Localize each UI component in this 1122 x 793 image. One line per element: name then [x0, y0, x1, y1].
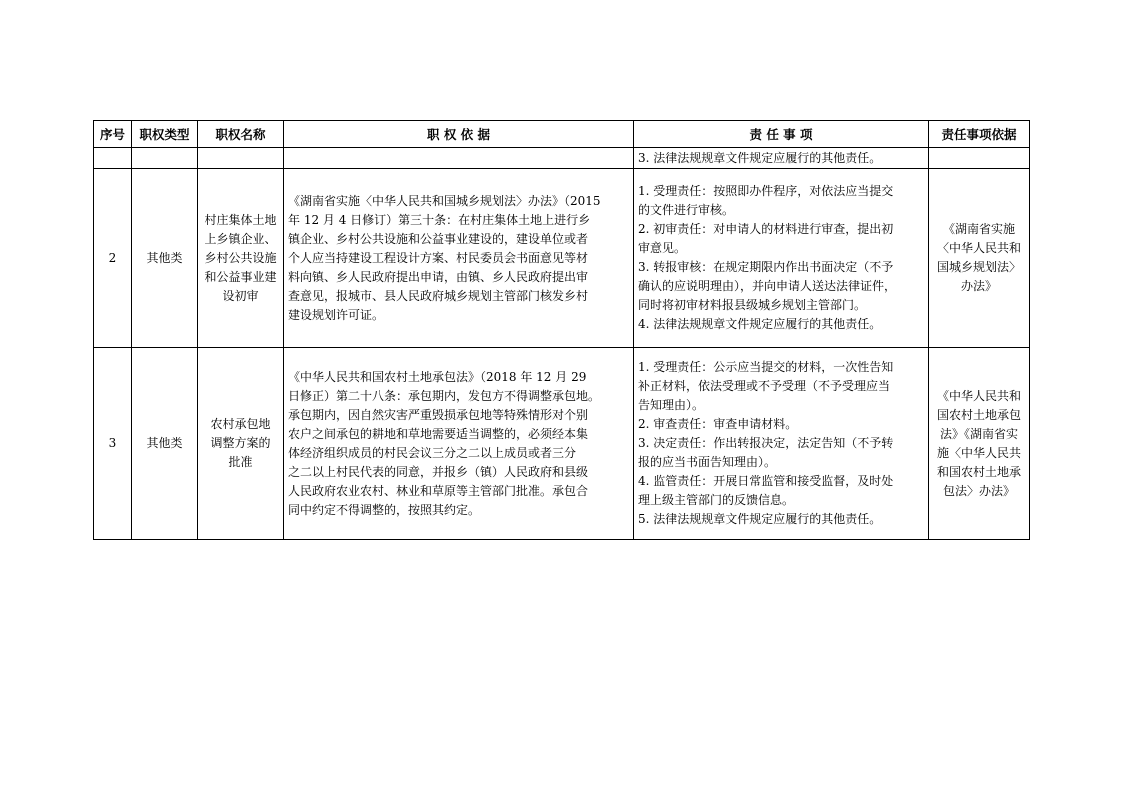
duty-line: 1. 受理责任：按照即办件程序，对依法应当提交 [638, 184, 894, 198]
duty-table [93, 120, 1030, 540]
duty-line: 告知理由）。 [638, 398, 705, 412]
header-basis: 职 权 依 据 [284, 121, 634, 148]
basis-line: 同中约定不得调整的，按照其约定。 [288, 502, 481, 517]
cont-seq-cell [94, 148, 132, 169]
basis-line: 建设规划许可证。 [288, 307, 385, 322]
basis-line: 查意见，报城市、县人民政府城乡规划主管部门核发乡村 [288, 288, 589, 303]
duty-line: 理上级主管部门的反馈信息。 [638, 493, 795, 507]
header-duty: 责 任 事 项 [634, 121, 929, 148]
duty-line: 的文件进行审核。 [638, 203, 735, 217]
cont-basis-cell [284, 148, 634, 169]
header-seq: 序号 [94, 121, 132, 148]
header-row [94, 121, 1030, 148]
cont-duty-basis-cell [929, 148, 1030, 169]
duty-line: 1. 受理责任：公示应当提交的材料，一次性告知 [638, 360, 894, 374]
basis-line: 人民政府农业农村、林业和草原等主管部门批准。承包合 [288, 483, 589, 498]
basis-line: 镇企业、乡村公共设施和公益事业建设的，建设单位或者 [288, 231, 589, 246]
basis-cell [284, 348, 634, 540]
basis-line: 之二以上村民代表的同意，并报乡（镇）人民政府和县级 [288, 464, 589, 479]
duty-cell [634, 348, 929, 540]
basis-line: 料向镇、乡人民政府提出申请，由镇、乡人民政府提出审 [288, 269, 589, 284]
duty-line: 4. 监管责任：开展日常监管和接受监督，及时处 [638, 474, 894, 488]
duty-line: 5. 法律法规规章文件规定应履行的其他责任。 [638, 512, 882, 526]
name-cell: 村庄集体土地上乡镇企业、乡村公共设施和公益事业建设初审 [198, 169, 284, 348]
cont-type-cell [132, 148, 198, 169]
basis-cell [284, 169, 634, 348]
header-type: 职权类型 [132, 121, 198, 148]
duty-line: 3. 转报审核：在规定期限内作出书面决定（不予 [638, 260, 894, 274]
seq-cell: 2 [94, 169, 132, 348]
type-cell: 其他类 [132, 348, 198, 540]
cont-duty-cell: 3. 法律法规规章文件规定应履行的其他责任。 [634, 148, 929, 169]
duty-line: 2. 审查责任：审查申请材料。 [638, 417, 798, 431]
continuation-row [94, 148, 1030, 169]
table-row [94, 348, 1030, 540]
basis-line: 个人应当持建设工程设计方案、村民委员会书面意见等材 [288, 250, 589, 265]
duty-cell [634, 169, 929, 348]
duty-basis-cell: 《湖南省实施〈中华人民共和国城乡规划法〉办法》 [929, 169, 1030, 348]
duty-line: 2. 初审责任：对申请人的材料进行审查，提出初 [638, 222, 894, 236]
duty-line: 补正材料，依法受理或不予受理（不予受理应当 [638, 379, 891, 393]
header-name: 职权名称 [198, 121, 284, 148]
basis-line: 年 12 月 4 日修订）第三十条：在村庄集体土地上进行乡 [288, 212, 591, 227]
basis-line: 《中华人民共和国农村土地承包法》（2018 年 12 月 29 [288, 369, 587, 384]
type-cell: 其他类 [132, 169, 198, 348]
name-cell: 农村承包地调整方案的批准 [198, 348, 284, 540]
seq-cell: 3 [94, 348, 132, 540]
duty-line: 报的应当书面告知理由）。 [638, 455, 777, 469]
header-duty-basis: 责任事项依据 [929, 121, 1030, 148]
duty-line: 3. 决定责任：作出转报决定，法定告知（不予转 [638, 436, 894, 450]
cont-name-cell [198, 148, 284, 169]
basis-line: 日修正）第二十八条：承包期内，发包方不得调整承包地。 [288, 388, 601, 403]
duty-line: 4. 法律法规规章文件规定应履行的其他责任。 [638, 317, 882, 331]
basis-line: 承包期内，因自然灾害严重毁损承包地等特殊情形对个别 [288, 407, 589, 422]
table-row [94, 169, 1030, 348]
basis-line: 体经济组织成员的村民会议三分之二以上成员或者三分 [288, 445, 577, 460]
duty-line: 同时将初审材料报县级城乡规划主管部门。 [638, 298, 867, 312]
duty-basis-cell: 《中华人民共和国农村土地承包法》《湖南省实施〈中华人民共和国农村土地承包法〉办法》 [929, 348, 1030, 540]
basis-line: 《湖南省实施〈中华人民共和国城乡规划法〉办法》（2015 [288, 193, 601, 208]
basis-line: 农户之间承包的耕地和草地需要适当调整的，必须经本集 [288, 426, 589, 441]
duty-line: 审意见。 [638, 241, 687, 255]
duty-line: 确认的应说明理由），并向申请人送达法律证件， [638, 279, 897, 293]
